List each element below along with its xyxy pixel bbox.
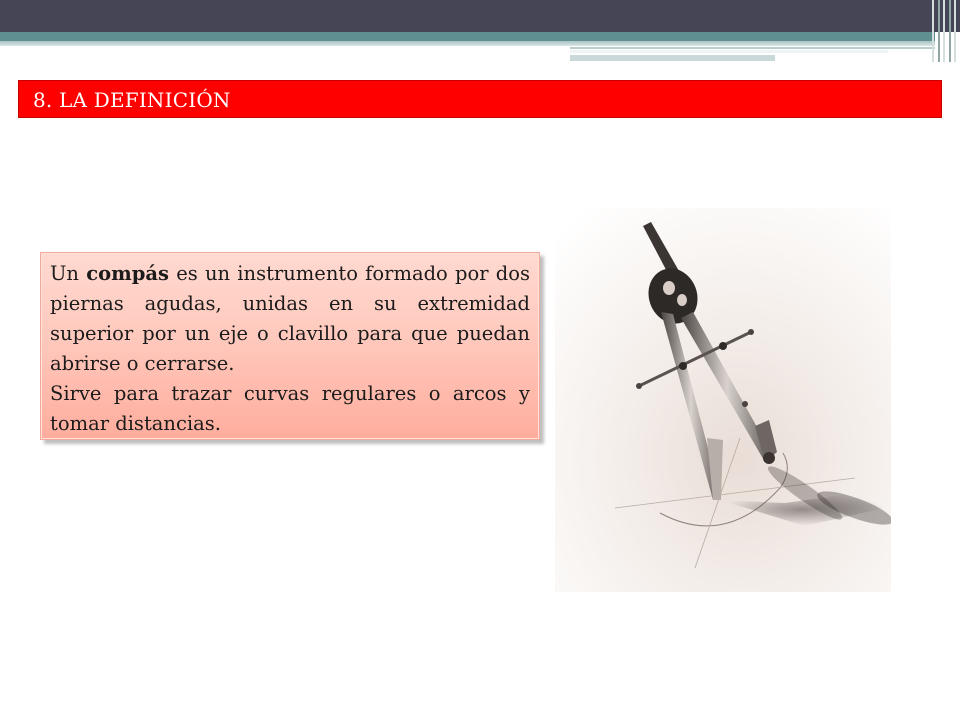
definition-text: es un instrumento formado por dos piernas agudas, unidas en su extremidad superior por un eje o clavillo para que puedan abrirse o cerrarse.: [50, 262, 530, 375]
slide-title: 8. LA DEFINICIÓN: [33, 88, 231, 112]
header-rule: [570, 47, 935, 49]
definition-text: Un: [50, 262, 87, 285]
definition-box: [40, 252, 540, 440]
header-accent-light: [0, 41, 935, 46]
slide-title-bar: [18, 80, 942, 118]
drawing-compass-icon: [555, 208, 891, 592]
header-rule: [570, 50, 888, 53]
header-vertical-rules: [930, 0, 960, 62]
header-band: [0, 0, 960, 32]
header-accent-band: [0, 32, 935, 41]
definition-term: compás: [86, 262, 169, 285]
definition-paragraph: [50, 259, 530, 379]
header-rule: [570, 55, 775, 61]
usage-paragraph: Sirve para trazar curvas regulares o arcos y tomar distancias.: [50, 382, 530, 435]
